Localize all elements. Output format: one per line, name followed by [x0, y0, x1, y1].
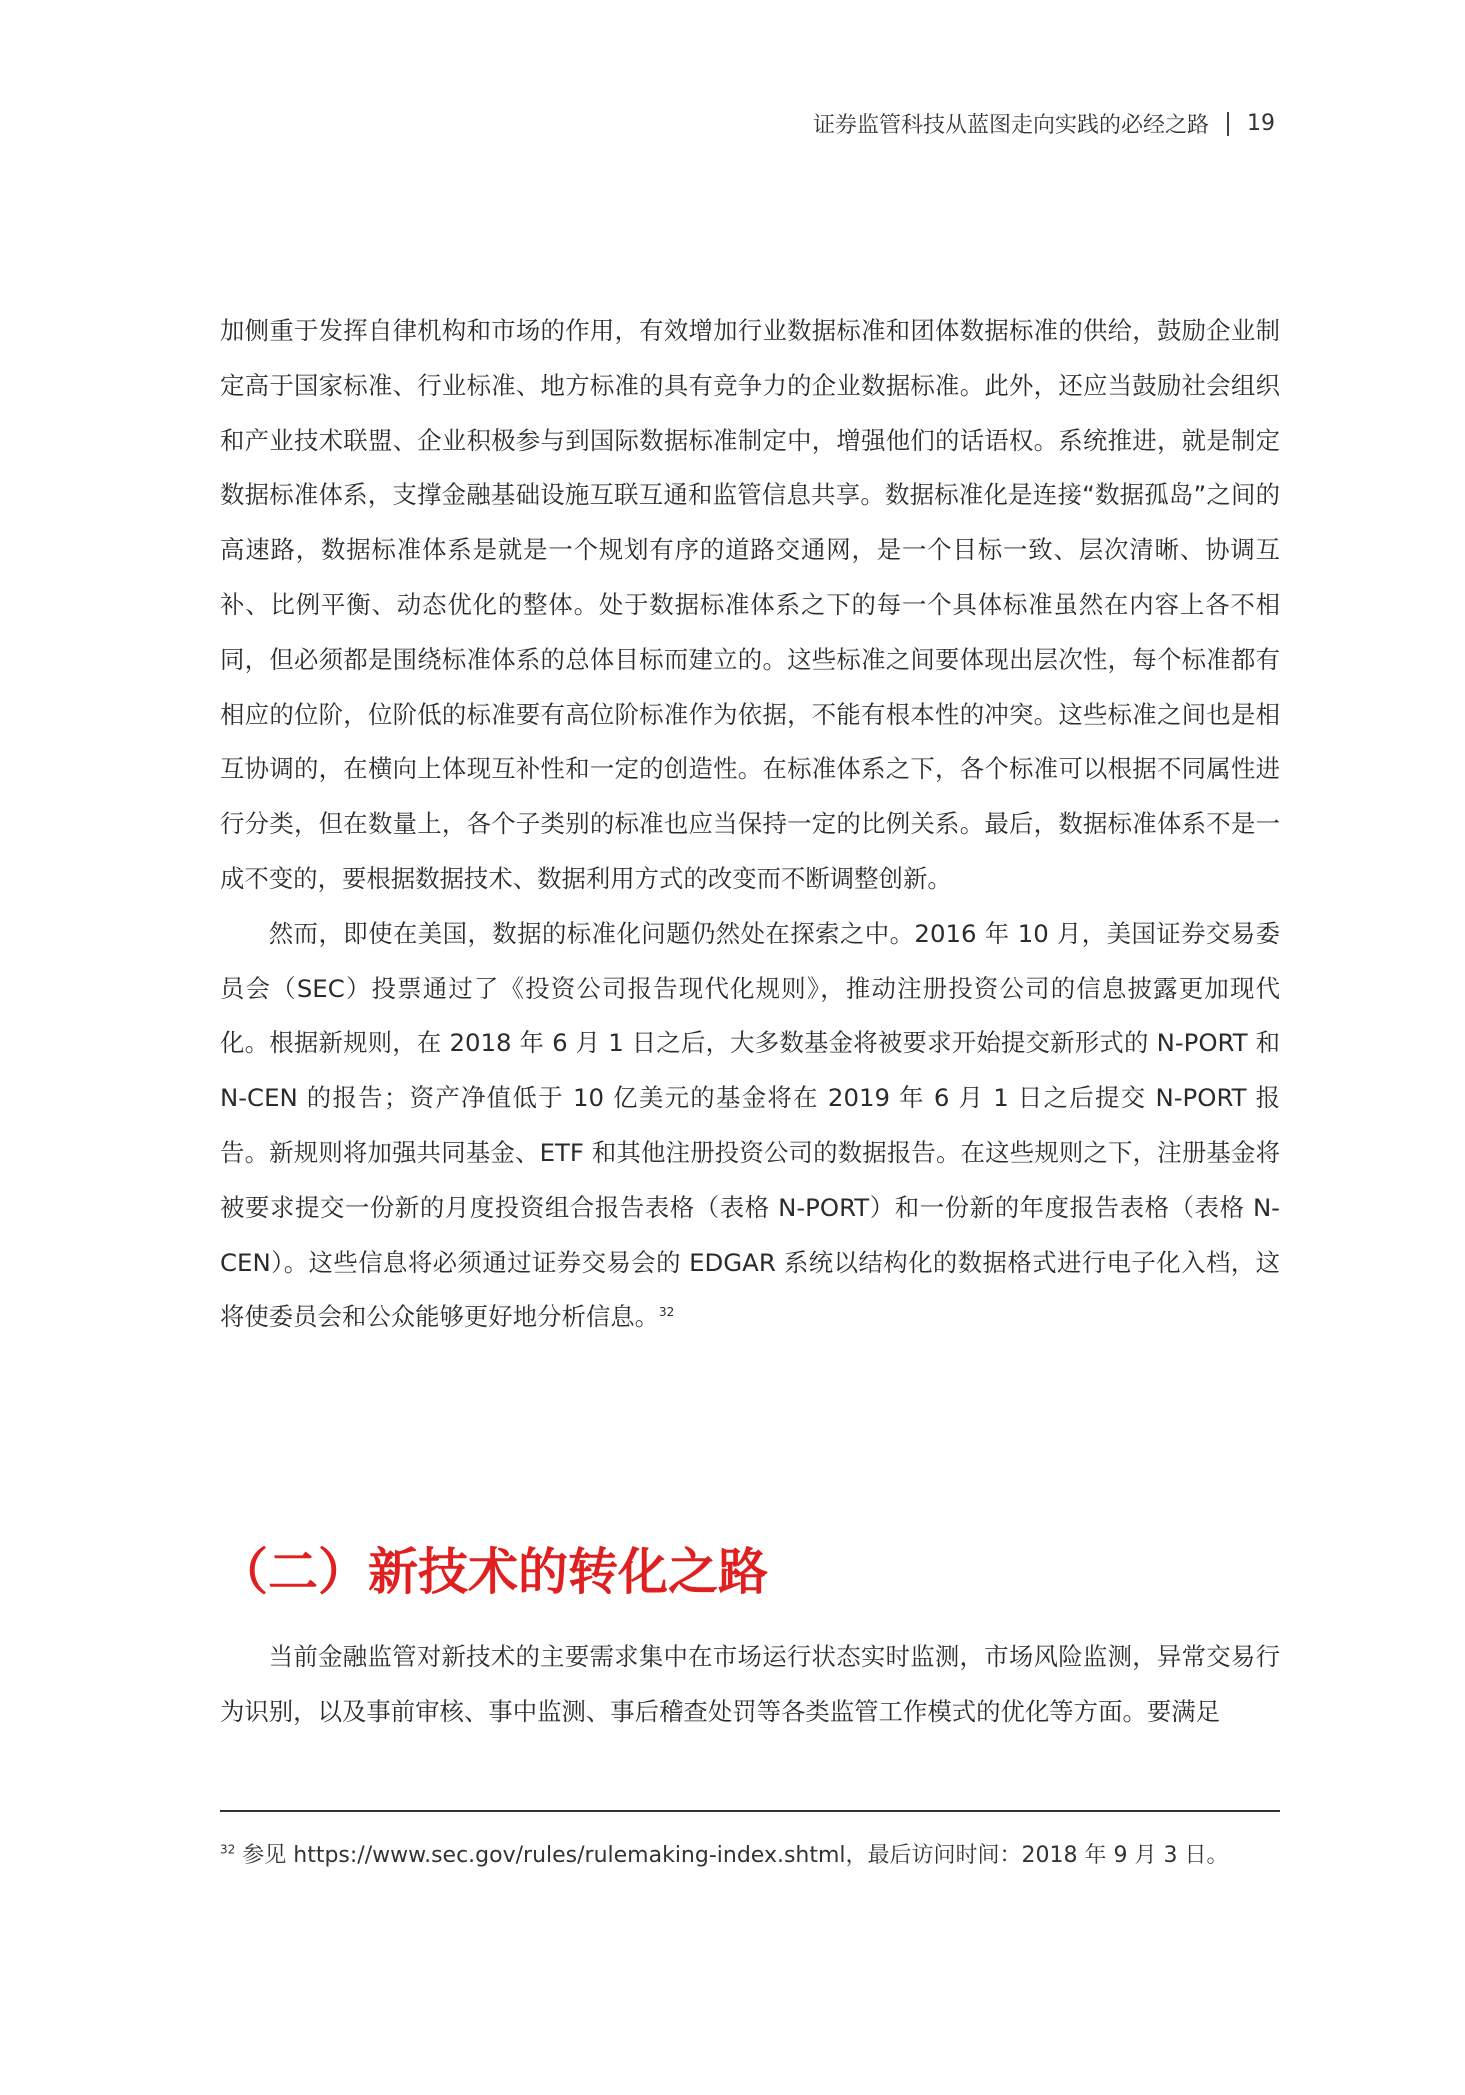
running-header — [813, 108, 1275, 139]
header-title: 证券监管科技从蓝图走向实践的必经之路 — [812, 113, 1209, 138]
page-number: 19 — [1247, 111, 1275, 136]
body-text-block-2 — [220, 1630, 1280, 1740]
footnote-ref-32[interactable]: 32 — [659, 1305, 675, 1320]
footnote-number: 32 — [220, 1842, 236, 1857]
paragraph-3: 当前金融监管对新技术的主要需求集中在市场运行状态实时监测，市场风险监测，异常交易行为识别，以及事前审核、事中监测、事后稽查处罚等各类监管工作模式的优化等方面。要满足 — [220, 1642, 1280, 1726]
footnote-text: 参见 https://www.sec.gov/rules/rulemaking-index.shtml，最后访问时间：2018 年 9 月 3 日。 — [235, 1843, 1229, 1868]
paragraph-2 — [220, 907, 1280, 1345]
section-heading: （二）新技术的转化之路 — [218, 1543, 768, 1601]
header-separator — [1227, 112, 1229, 136]
footnote-divider — [220, 1810, 1280, 1812]
body-text-block-1 — [220, 304, 1280, 1345]
paragraph-2-text: 然而，即使在美国，数据的标准化问题仍然处在探索之中。2016 年 10 月，美国证券交易委员会（SEC）投票通过了《投资公司报告现代化规则》，推动注册投资公司的信息披露更加现代化。根据新规则，在 2018 年 6 月 1 日之后，大多数基金将被要求开始提交新形式的 N-PORT 和 N-CEN 的报告；资产净值低于 10 亿美元的基金将在 2019 年 6 月 1 日之后提交 N-PORT 报告。新规则将加强共同基金、ETF 和其他注册投资公司的数据报告。在这些规则之下，注册基金将被要求提交一份新的月度投资组合报告表格（表格 N-PORT）和一份新的年度报告表格（表格 N-CEN）。这些信息将必须通过证券交易会的 EDGAR 系统以结构化的数据格式进行电子化入档，这将使委员会和公众能够更好地分析信息。 — [220, 918, 1280, 1332]
footnote — [220, 1838, 1228, 1869]
paragraph-1: 加侧重于发挥自律机构和市场的作用，有效增加行业数据标准和团体数据标准的供给，鼓励企业制定高于国家标准、行业标准、地方标准的具有竞争力的企业数据标准。此外，还应当鼓励社会组织和产业技术联盟、企业积极参与到国际数据标准制定中，增强他们的话语权。系统推进，就是制定数据标准体系，支撑金融基础设施互联互通和监管信息共享。数据标准化是连接“数据孤岛”之间的高速路，数据标准体系是就是一个规划有序的道路交通网，是一个目标一致、层次清晰、协调互补、比例平衡、动态优化的整体。处于数据标准体系之下的每一个具体标准虽然在内容上各不相同，但必须都是围绕标准体系的总体目标而建立的。这些标准之间要体现出层次性，每个标准都有相应的位阶，位阶低的标准要有高位阶标准作为依据，不能有根本性的冲突。这些标准之间也是相互协调的，在横向上体现互补性和一定的创造性。在标准体系之下，各个标准可以根据不同属性进行分类，但在数量上，各个子类别的标准也应当保持一定的比例关系。最后，数据标准体系不是一成不变的，要根据数据技术、数据利用方式的改变而不断调整创新。 — [220, 316, 1280, 893]
